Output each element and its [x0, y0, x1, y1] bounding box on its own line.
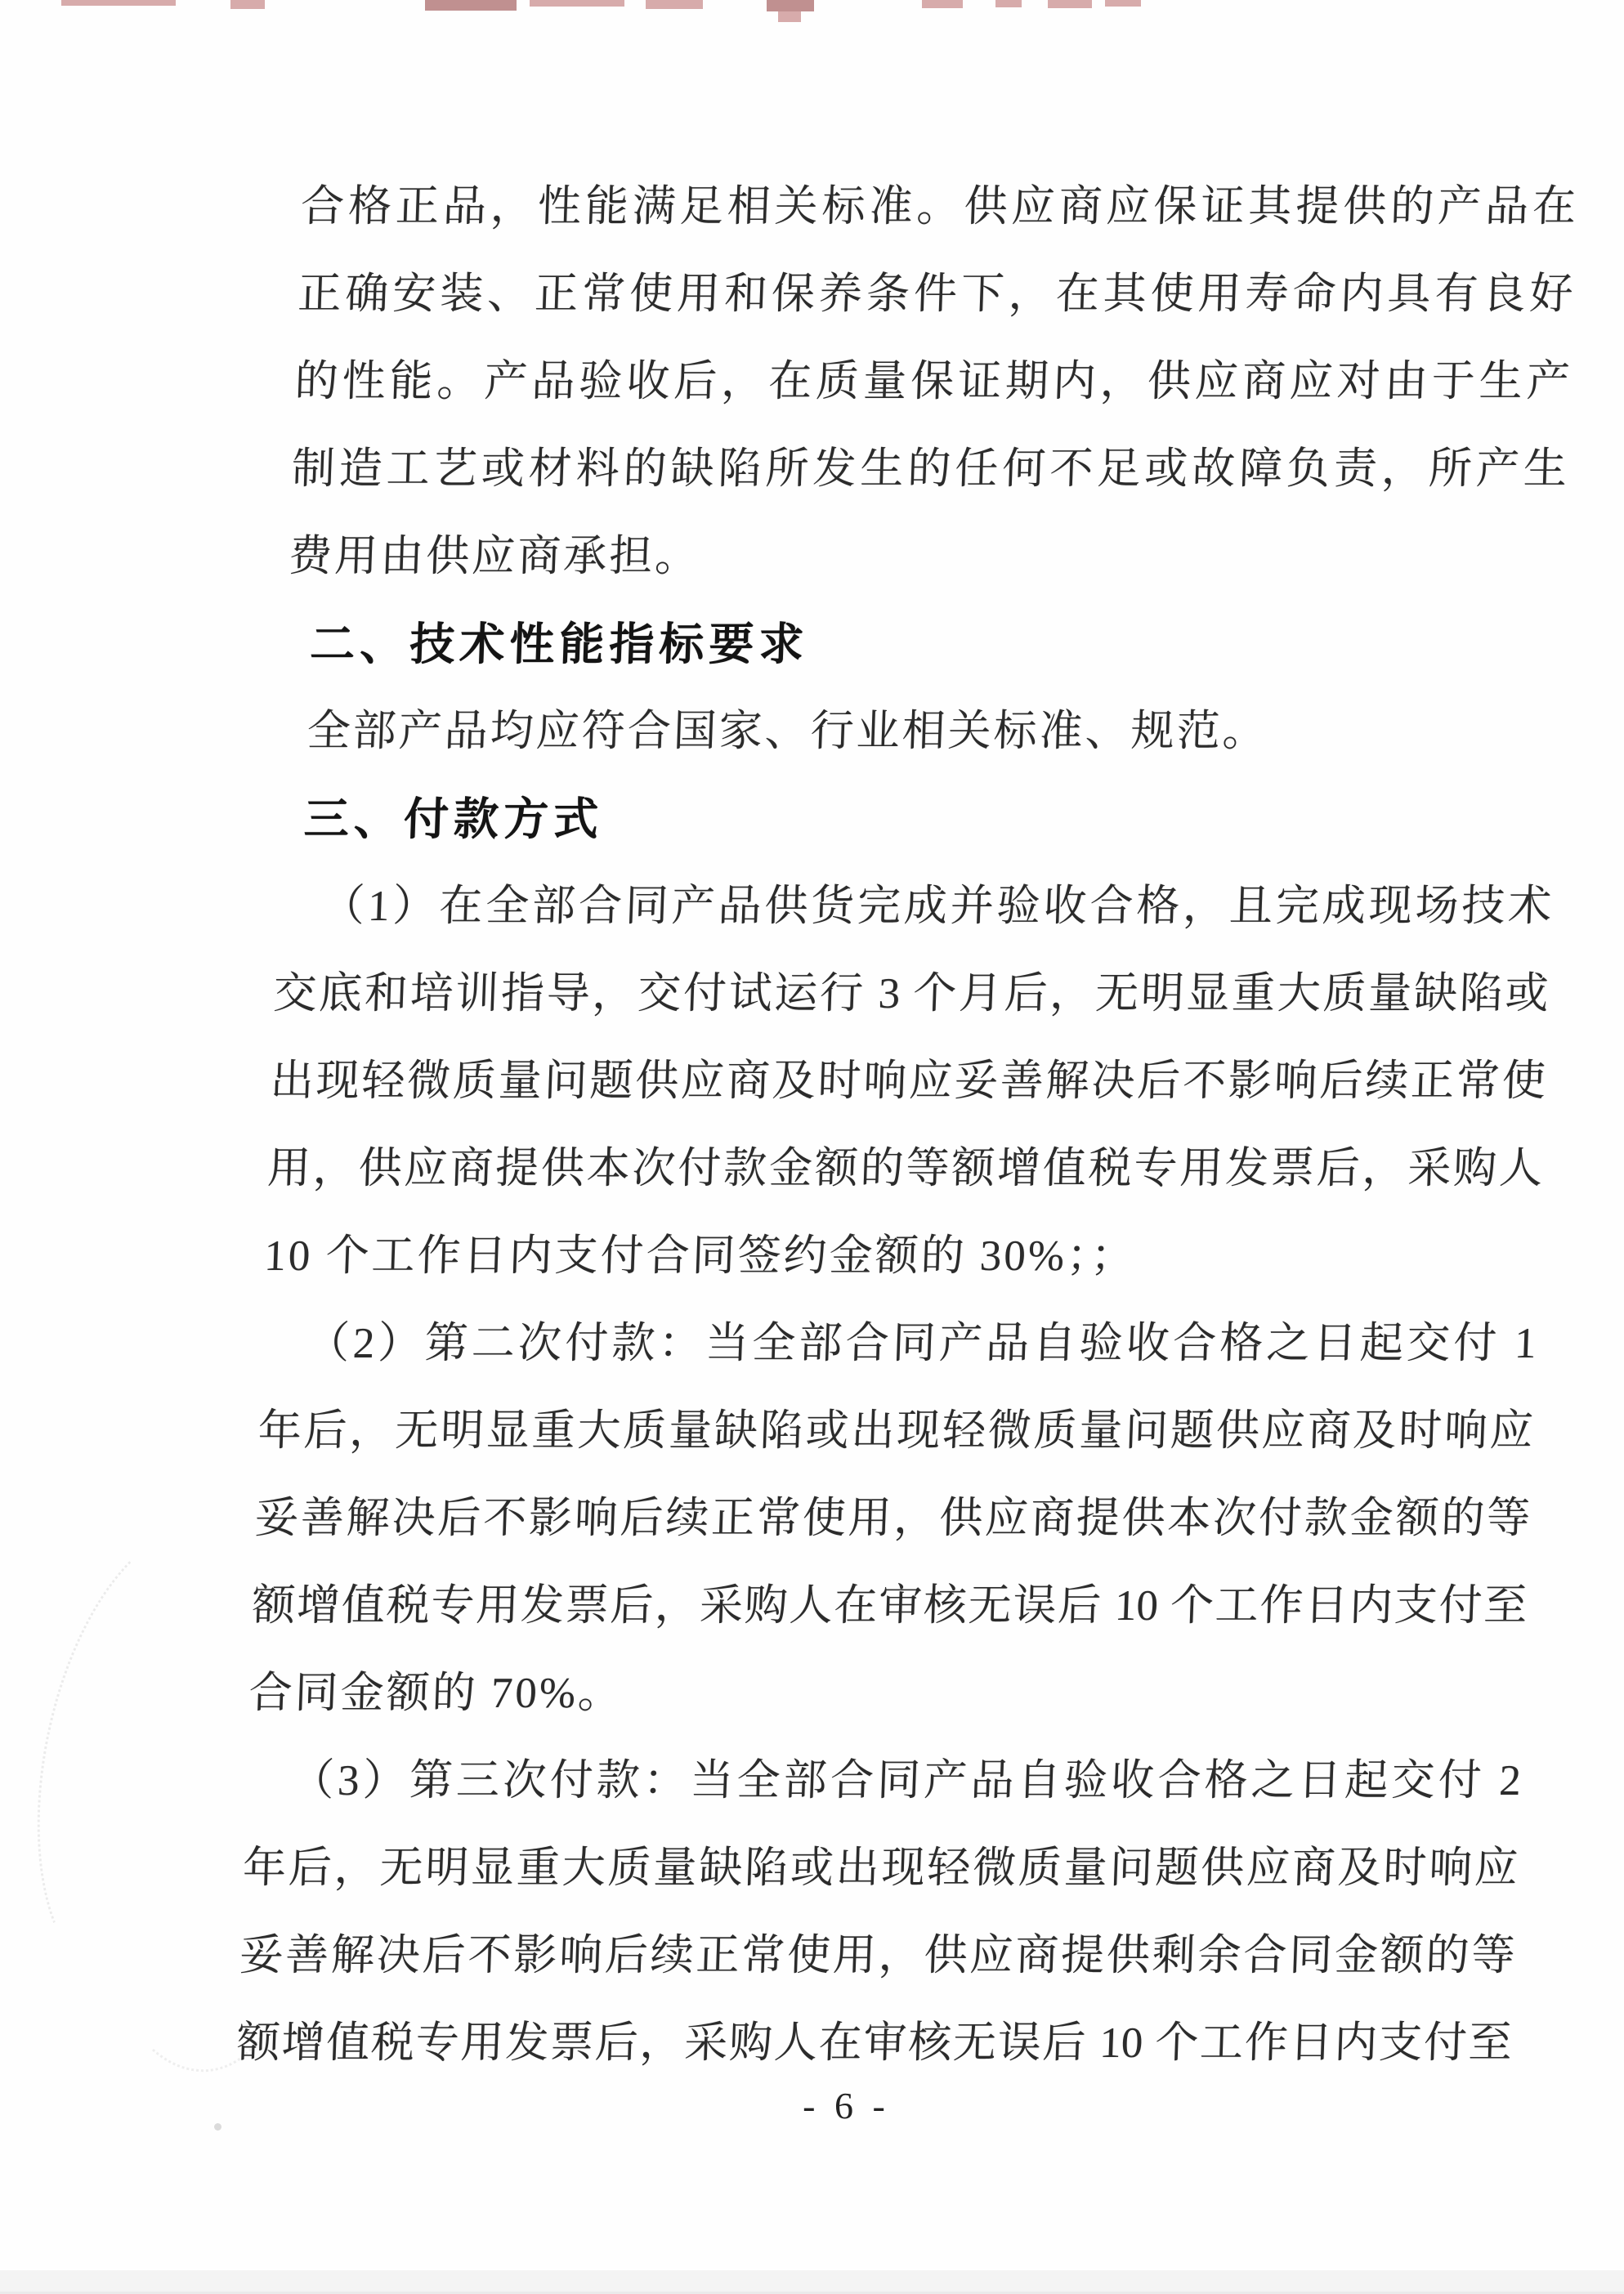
text-line: 年后，无明显重大质量缺陷或出现轻微质量问题供应商及时响应: [242, 1845, 1519, 1892]
text-line: 合格正品，性能满足相关标准。供应商应保证其提供的产品在: [300, 183, 1577, 230]
scan-artifact-top-fragment: [1048, 0, 1092, 8]
text-line: 费用由供应商承担。: [288, 533, 702, 580]
text-line: 妥善解决后不影响后续正常使用，供应商提供本次付款金额的等: [254, 1495, 1532, 1542]
text-line: 交底和培训指导，交付试运行 3 个月后，无明显重大质量缺陷或: [272, 970, 1550, 1017]
section-heading: 三、付款方式: [302, 794, 605, 844]
text-line: （1）在全部合同产品供货完成并验收合格，且完成现场技术: [320, 883, 1553, 930]
text-line: （2）第二次付款：当全部合同产品自验收合格之日起交付 1: [305, 1320, 1537, 1367]
scan-artifact-bottom-edge: [0, 2270, 1624, 2294]
text-line: 制造工艺或材料的缺陷所发生的任何不足或故障负责，所产生: [290, 445, 1568, 493]
text-line: 额增值税专用发票后，采购人在审核无误后 10 个工作日内支付至: [251, 1582, 1528, 1630]
text-line: 出现轻微质量问题供应商及时响应妥善解决后不影响后续正常使: [269, 1058, 1546, 1105]
scan-artifact-top-fragment: [530, 0, 624, 7]
scan-artifact-top-fragment: [778, 11, 801, 22]
text-line: 额增值税专用发票后，采购人在审核无误后 10 个工作日内支付至: [235, 2019, 1513, 2067]
scan-artifact-top-fragment: [425, 0, 517, 11]
section-heading: 二、技术性能指标要求: [309, 619, 810, 669]
scan-artifact-top-fragment: [922, 0, 963, 8]
scan-artifact-top-fragment: [995, 0, 1022, 7]
text-line: 10 个工作日内支付合同签约金额的 30%；；: [263, 1232, 1138, 1280]
scan-artifact-top-fragment: [646, 0, 703, 9]
text-line: 妥善解决后不影响后续正常使用，供应商提供剩余合同金额的等: [239, 1932, 1516, 1979]
scan-artifact-top-fragment: [767, 0, 814, 11]
scan-artifact-top-fragment: [61, 0, 176, 6]
page-number: - 6 -: [803, 2085, 890, 2126]
text-line: 年后，无明显重大质量缺陷或出现轻微质量问题供应商及时响应: [257, 1407, 1534, 1455]
document-text: [235, 163, 1577, 2087]
text-line: 合同金额的 70%。: [248, 1670, 625, 1717]
text-line: 全部产品均应符合国家、行业相关标准、规范。: [306, 708, 1269, 755]
scan-artifact-top-fragment: [230, 0, 265, 9]
text-line: （3）第三次付款：当全部合同产品自验收合格之日起交付 2: [289, 1757, 1522, 1804]
text-line: 用，供应商提供本次付款金额的等额增值税专用发票后，采购人: [266, 1145, 1544, 1192]
scan-artifact-top-fragment: [1105, 0, 1141, 7]
text-line: 的性能。产品验收后，在质量保证期内，供应商应对由于生产: [293, 358, 1571, 405]
text-line: 正确安装、正常使用和保养条件下，在其使用寿命内具有良好: [297, 271, 1574, 318]
